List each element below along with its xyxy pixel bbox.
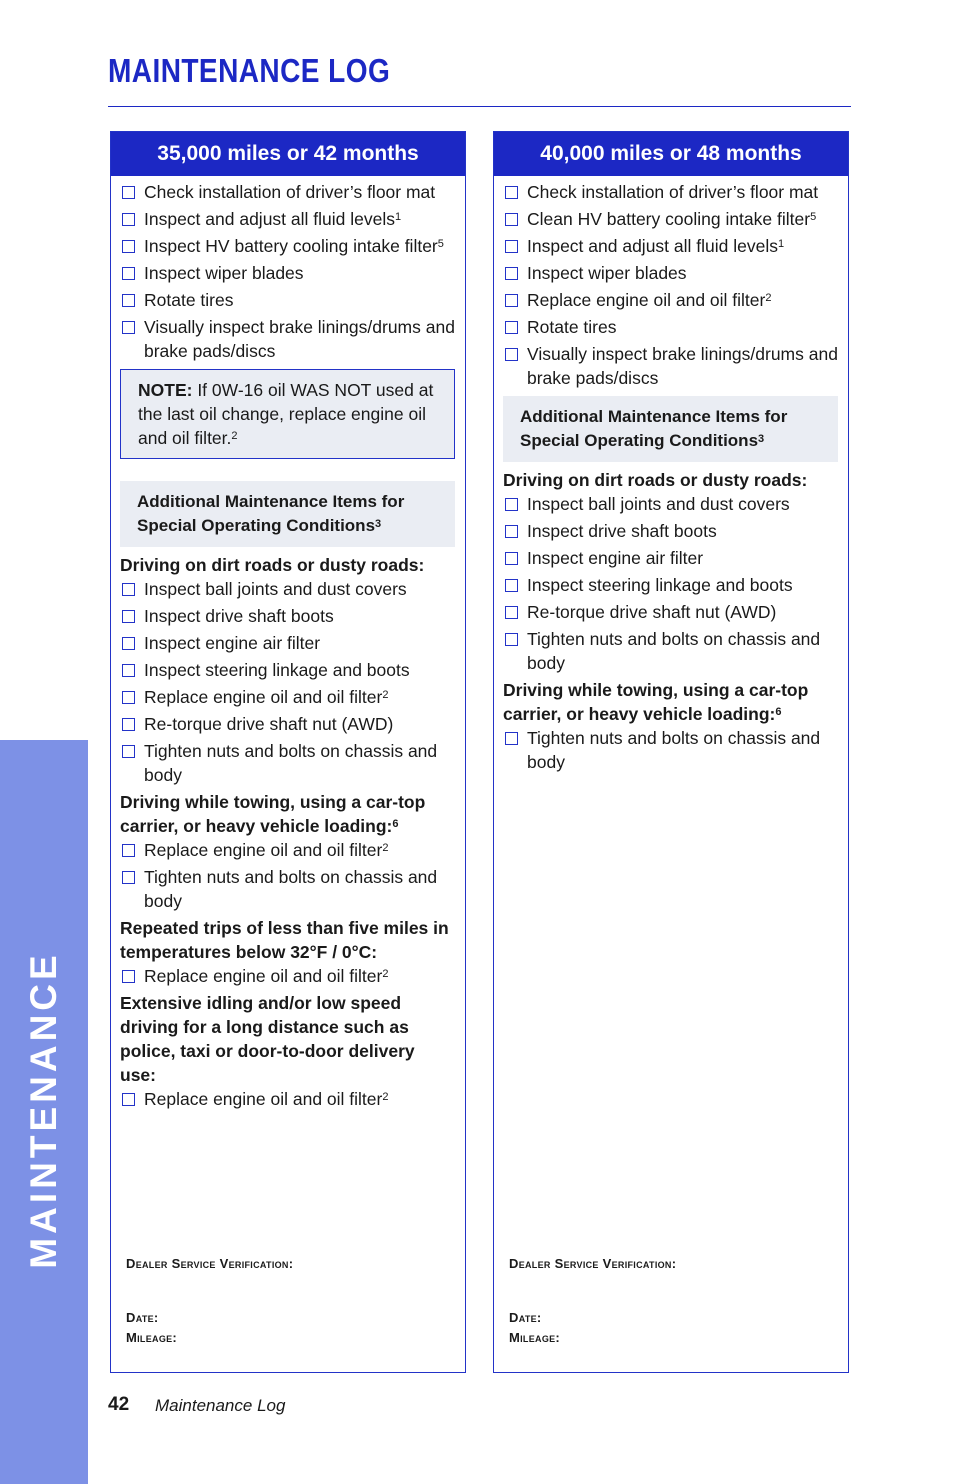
checklist-item-text: Replace engine oil and oil filter (527, 290, 766, 310)
checklist-item (503, 726, 838, 774)
checklist (503, 492, 838, 675)
checkbox-icon[interactable] (505, 498, 518, 511)
checklist-item (120, 577, 455, 601)
checkbox-icon[interactable] (505, 186, 518, 199)
checklist-item-text: Inspect wiper blades (527, 263, 687, 283)
checklist-item-text: Replace engine oil and oil filter (144, 840, 383, 860)
checklist-item-text: Tighten nuts and bolts on chassis and body (144, 867, 438, 911)
checkbox-icon[interactable] (505, 579, 518, 592)
checklist-item-text: Inspect and adjust all fluid levels (144, 209, 395, 229)
checklist-item-text: Replace engine oil and oil filter (144, 966, 383, 986)
checklist-item-text: Visually inspect brake linings/drums and brake pads/discs (527, 344, 838, 388)
checklist-item-text: Tighten nuts and bolts on chassis and body (527, 629, 821, 673)
checklist-item-text: Inspect drive shaft boots (144, 606, 334, 626)
additional-items-title: Additional Maintenance Items for Special Operating Conditions (520, 407, 788, 450)
checkbox-icon[interactable] (505, 552, 518, 565)
checklist-item (120, 838, 455, 862)
checkbox-icon[interactable] (122, 240, 135, 253)
page-title: MAINTENANCE LOG (108, 52, 391, 89)
checklist-item (120, 712, 455, 736)
checkbox-icon[interactable] (122, 637, 135, 650)
checklist-item-text: Clean HV battery cooling intake filter (527, 209, 811, 229)
dealer-verification-label: Dealer Service Verification: (126, 1256, 294, 1271)
checkbox-icon[interactable] (122, 844, 135, 857)
column-header: 40,000 miles or 48 months (494, 132, 848, 176)
footnote-ref: 1 (394, 211, 402, 223)
checklist (503, 726, 838, 774)
checklist-item-text: Inspect ball joints and dust covers (527, 494, 790, 514)
checklist (120, 577, 455, 787)
checkbox-icon[interactable] (505, 348, 518, 361)
checklist-item (120, 315, 455, 363)
side-tab-label: MAINTENANCE (23, 951, 64, 1269)
checklist-item-text: Tighten nuts and bolts on chassis and body (144, 741, 438, 785)
checklist-item (503, 234, 838, 258)
condition-footnote: 6 (775, 706, 782, 718)
checklist-item (503, 546, 838, 570)
checklist (503, 180, 838, 390)
checklist-item (503, 600, 838, 624)
condition-heading: Driving on dirt roads or dusty roads: (503, 470, 808, 490)
service-column-40000 (493, 131, 849, 1373)
checklist-item-text: Rotate tires (527, 317, 617, 337)
checkbox-icon[interactable] (122, 294, 135, 307)
checkbox-icon[interactable] (122, 267, 135, 280)
checkbox-icon[interactable] (122, 186, 135, 199)
checkbox-icon[interactable] (122, 718, 135, 731)
condition-footnote: 6 (392, 818, 399, 830)
footnote-ref: 2 (765, 292, 772, 304)
condition-title: Driving while towing, using a car-top carrier, or heavy vehicle loading: (120, 792, 426, 836)
footnote-ref: 5 (437, 238, 444, 250)
additional-footnote: 3 (375, 518, 382, 530)
checklist-item (503, 315, 838, 339)
checklist-item-text: Visually inspect brake linings/drums and brake pads/discs (144, 317, 455, 361)
checklist-item-text: Check installation of driver’s floor mat (527, 182, 819, 202)
checklist-item-text: Re-torque drive shaft nut (AWD) (144, 714, 394, 734)
checklist (120, 964, 455, 988)
checklist-item (120, 207, 455, 231)
checklist (120, 1087, 455, 1111)
checkbox-icon[interactable] (122, 213, 135, 226)
checklist-item-text: Inspect HV battery cooling intake filter (144, 236, 438, 256)
footer-label: Maintenance Log (155, 1396, 286, 1415)
checklist-item (120, 1087, 455, 1111)
checkbox-icon[interactable] (505, 240, 518, 253)
column-header: 35,000 miles or 42 months (111, 132, 465, 176)
additional-items-title: Additional Maintenance Items for Special Operating Conditions (137, 492, 405, 535)
title-divider (108, 106, 851, 107)
checklist-item-text: Replace engine oil and oil filter (144, 687, 383, 707)
checklist-item (503, 627, 838, 675)
footnote-ref: 2 (382, 689, 389, 701)
checklist-item (120, 234, 455, 258)
checklist-item-text: Tighten nuts and bolts on chassis and body (527, 728, 821, 772)
checklist-item (120, 604, 455, 628)
checklist-item-text: Inspect engine air filter (527, 548, 704, 568)
checklist-item-text: Inspect and adjust all fluid levels (527, 236, 778, 256)
footnote-ref: 1 (777, 238, 785, 250)
checklist-item (120, 739, 455, 787)
checklist-item-text: Check installation of driver’s floor mat (144, 182, 436, 202)
additional-items-heading (120, 481, 455, 547)
checklist-item (503, 207, 838, 231)
mileage-label: Mileage: (509, 1330, 561, 1345)
note-label: NOTE: (138, 380, 193, 400)
condition-title: Driving while towing, using a car-top carrier, or heavy vehicle loading: (503, 680, 809, 724)
checkbox-icon[interactable] (122, 664, 135, 677)
checkbox-icon[interactable] (505, 267, 518, 280)
checklist (120, 180, 455, 363)
checklist-item-text: Inspect ball joints and dust covers (144, 579, 407, 599)
checklist-item (120, 631, 455, 655)
condition-heading: Extensive idling and/or low speed driving for a long distance such as police, taxi or door-to-door delivery use: (120, 993, 415, 1085)
condition-heading (503, 678, 838, 726)
footnote-ref: 2 (382, 968, 389, 980)
checklist-item (503, 342, 838, 390)
checkbox-icon[interactable] (122, 1093, 135, 1106)
checkbox-icon[interactable] (122, 970, 135, 983)
checklist-item-text: Inspect wiper blades (144, 263, 304, 283)
service-column-35000 (110, 131, 466, 1373)
checkbox-icon[interactable] (505, 633, 518, 646)
date-label: Date: (126, 1310, 159, 1325)
checklist-item-text: Inspect steering linkage and boots (144, 660, 410, 680)
footnote-ref: 2 (382, 1091, 389, 1103)
condition-heading: Driving on dirt roads or dusty roads: (120, 555, 425, 575)
checklist-item-text: Inspect engine air filter (144, 633, 321, 653)
additional-items-heading (503, 396, 838, 462)
additional-footnote: 3 (758, 433, 765, 445)
checklist-item (120, 865, 455, 913)
checkbox-icon[interactable] (122, 871, 135, 884)
note-text: If 0W-16 oil WAS NOT used at the last oil change, replace engine oil and oil filter. (138, 380, 434, 448)
date-label: Date: (509, 1310, 542, 1325)
checkbox-icon[interactable] (122, 691, 135, 704)
checklist-item (503, 573, 838, 597)
checkbox-icon[interactable] (122, 583, 135, 596)
checklist-item (120, 288, 455, 312)
note-footnote: 2 (231, 430, 238, 442)
checklist-item-text: Replace engine oil and oil filter (144, 1089, 383, 1109)
checkbox-icon[interactable] (122, 610, 135, 623)
condition-heading (120, 790, 455, 838)
mileage-label: Mileage: (126, 1330, 178, 1345)
condition-heading: Repeated trips of less than five miles in temperatures below 32°F / 0°C: (120, 918, 449, 962)
checklist-item (120, 180, 455, 204)
checklist-item (503, 288, 838, 312)
checklist-item-text: Inspect drive shaft boots (527, 521, 717, 541)
checkbox-icon[interactable] (505, 294, 518, 307)
checklist-item-text: Rotate tires (144, 290, 234, 310)
dealer-verification-label: Dealer Service Verification: (509, 1256, 677, 1271)
checklist-item (503, 519, 838, 543)
checklist-item (503, 261, 838, 285)
checkbox-icon[interactable] (122, 321, 135, 334)
checkbox-icon[interactable] (122, 745, 135, 758)
checklist (120, 838, 455, 913)
checklist-item (503, 180, 838, 204)
footnote-ref: 5 (810, 211, 817, 223)
checkbox-icon[interactable] (505, 213, 518, 226)
checkbox-icon[interactable] (505, 321, 518, 334)
checklist-item (120, 685, 455, 709)
oil-note (120, 369, 455, 459)
checklist-item (120, 261, 455, 285)
checklist-item-text: Re-torque drive shaft nut (AWD) (527, 602, 777, 622)
checklist-item (503, 492, 838, 516)
checkbox-icon[interactable] (505, 525, 518, 538)
checkbox-icon[interactable] (505, 606, 518, 619)
checklist-item-text: Inspect steering linkage and boots (527, 575, 793, 595)
checklist-item (120, 964, 455, 988)
footnote-ref: 2 (382, 842, 389, 854)
checklist-item (120, 658, 455, 682)
page-number: 42 (108, 1394, 130, 1415)
checkbox-icon[interactable] (505, 732, 518, 745)
